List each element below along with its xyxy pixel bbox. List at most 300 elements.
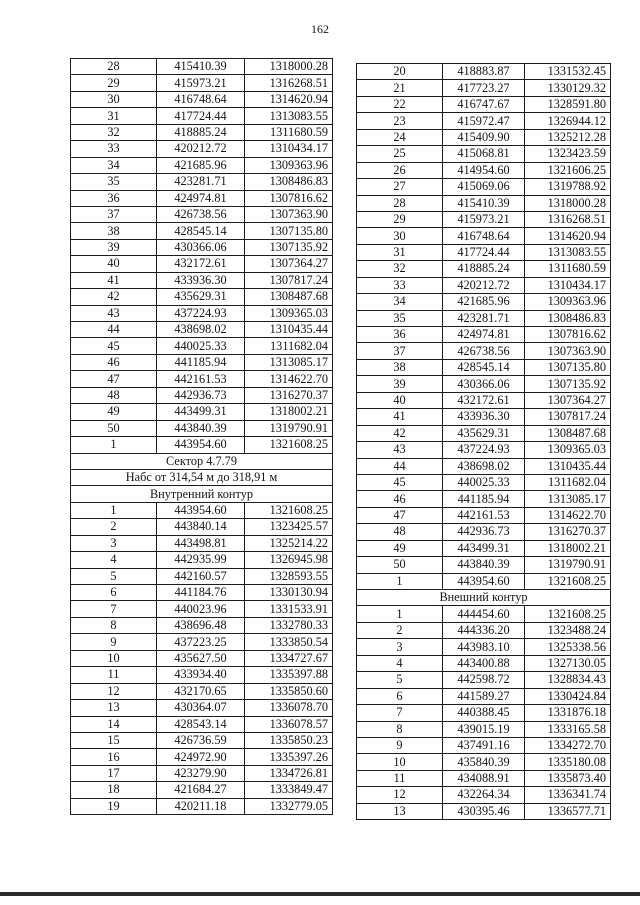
x-coordinate: 424972.90 — [157, 749, 245, 765]
x-coordinate: 443840.39 — [157, 420, 245, 436]
contour-label-row — [71, 486, 333, 502]
point-number: 21 — [357, 80, 443, 96]
x-coordinate: 421684.27 — [157, 782, 245, 798]
y-coordinate: 1311682.04 — [525, 474, 611, 490]
y-coordinate: 1331876.18 — [525, 705, 611, 721]
table-row — [71, 782, 333, 798]
x-coordinate: 430364.07 — [157, 700, 245, 716]
y-coordinate: 1321608.25 — [245, 502, 333, 518]
sector-subtitle-row — [71, 469, 333, 485]
table-row — [357, 622, 611, 638]
table-row — [357, 195, 611, 211]
y-coordinate: 1307364.27 — [245, 256, 333, 272]
point-number: 24 — [357, 129, 443, 145]
y-coordinate: 1331533.91 — [245, 601, 333, 617]
point-number: 30 — [357, 228, 443, 244]
point-number: 46 — [71, 354, 157, 370]
table-row — [357, 146, 611, 162]
table-row — [357, 359, 611, 375]
y-coordinate: 1330130.94 — [245, 585, 333, 601]
y-coordinate: 1308486.83 — [525, 310, 611, 326]
x-coordinate: 430366.06 — [443, 376, 525, 392]
x-coordinate: 418883.87 — [443, 64, 525, 80]
point-number: 5 — [357, 672, 443, 688]
point-number: 29 — [357, 211, 443, 227]
y-coordinate: 1307135.92 — [245, 239, 333, 255]
y-coordinate: 1308486.83 — [245, 174, 333, 190]
y-coordinate: 1313083.55 — [245, 108, 333, 124]
table-row — [357, 129, 611, 145]
x-coordinate: 442161.53 — [443, 507, 525, 523]
point-number: 36 — [71, 190, 157, 206]
point-number: 37 — [71, 206, 157, 222]
point-number: 1 — [71, 502, 157, 518]
x-coordinate: 421685.96 — [443, 294, 525, 310]
point-number: 47 — [357, 507, 443, 523]
x-coordinate: 441589.27 — [443, 688, 525, 704]
x-coordinate: 428545.14 — [157, 223, 245, 239]
table-row — [357, 672, 611, 688]
table-row — [71, 568, 333, 584]
x-coordinate: 440025.33 — [443, 474, 525, 490]
x-coordinate: 417724.44 — [157, 108, 245, 124]
table-row — [71, 206, 333, 222]
y-coordinate: 1316268.51 — [245, 75, 333, 91]
y-coordinate: 1330129.32 — [525, 80, 611, 96]
y-coordinate: 1307817.24 — [245, 272, 333, 288]
point-number: 31 — [71, 108, 157, 124]
y-coordinate: 1336078.70 — [245, 700, 333, 716]
point-number: 4 — [71, 552, 157, 568]
y-coordinate: 1335850.60 — [245, 683, 333, 699]
y-coordinate: 1318000.28 — [245, 59, 333, 75]
y-coordinate: 1313083.55 — [525, 244, 611, 260]
table-row — [71, 585, 333, 601]
right-coordinates-table — [356, 63, 611, 820]
y-coordinate: 1310435.44 — [525, 458, 611, 474]
x-coordinate: 440025.33 — [157, 338, 245, 354]
x-coordinate: 434088.91 — [443, 770, 525, 786]
table-row — [357, 179, 611, 195]
y-coordinate: 1335397.88 — [245, 667, 333, 683]
sector-subtitle: Набс от 314,54 м до 318,91 м — [71, 469, 333, 485]
table-row — [71, 322, 333, 338]
point-number: 3 — [71, 535, 157, 551]
point-number: 10 — [71, 650, 157, 666]
table-row — [357, 211, 611, 227]
x-coordinate: 444454.60 — [443, 606, 525, 622]
point-number: 50 — [357, 557, 443, 573]
x-coordinate: 423281.71 — [157, 174, 245, 190]
table-row — [357, 557, 611, 573]
bottom-scan-edge — [0, 892, 640, 896]
sector-title: Сектор 4.7.79 — [71, 453, 333, 469]
contour-label-row — [357, 590, 611, 606]
x-coordinate: 428545.14 — [443, 359, 525, 375]
y-coordinate: 1326945.98 — [245, 552, 333, 568]
point-number: 38 — [71, 223, 157, 239]
point-number: 49 — [357, 540, 443, 556]
point-number: 5 — [71, 568, 157, 584]
table-row — [71, 798, 333, 814]
y-coordinate: 1311682.04 — [245, 338, 333, 354]
point-number: 23 — [357, 113, 443, 129]
x-coordinate: 432264.34 — [443, 787, 525, 803]
y-coordinate: 1323425.57 — [245, 519, 333, 535]
x-coordinate: 439015.19 — [443, 721, 525, 737]
y-coordinate: 1334272.70 — [525, 737, 611, 753]
x-coordinate: 435840.39 — [443, 754, 525, 770]
point-number: 17 — [71, 765, 157, 781]
y-coordinate: 1335873.40 — [525, 770, 611, 786]
x-coordinate: 443498.81 — [157, 535, 245, 551]
page-number: 162 — [311, 22, 329, 36]
x-coordinate: 437491.16 — [443, 737, 525, 753]
point-number: 34 — [357, 294, 443, 310]
table-row — [357, 392, 611, 408]
x-coordinate: 440023.96 — [157, 601, 245, 617]
x-coordinate: 426736.59 — [157, 732, 245, 748]
x-coordinate: 420212.72 — [157, 141, 245, 157]
y-coordinate: 1331532.45 — [525, 64, 611, 80]
point-number: 32 — [357, 261, 443, 277]
table-row — [357, 803, 611, 819]
table-row — [71, 749, 333, 765]
y-coordinate: 1323423.59 — [525, 146, 611, 162]
x-coordinate: 430395.46 — [443, 803, 525, 819]
table-row — [71, 108, 333, 124]
y-coordinate: 1323488.24 — [525, 622, 611, 638]
y-coordinate: 1318002.21 — [525, 540, 611, 556]
table-row — [357, 573, 611, 589]
y-coordinate: 1321608.25 — [525, 606, 611, 622]
x-coordinate: 438696.48 — [157, 617, 245, 633]
point-number: 3 — [357, 639, 443, 655]
y-coordinate: 1319788.92 — [525, 179, 611, 195]
table-row — [71, 732, 333, 748]
point-number: 1 — [357, 606, 443, 622]
point-number: 46 — [357, 491, 443, 507]
y-coordinate: 1325212.28 — [525, 129, 611, 145]
table-row — [357, 228, 611, 244]
y-coordinate: 1310435.44 — [245, 322, 333, 338]
y-coordinate: 1314622.70 — [525, 507, 611, 523]
table-row — [357, 540, 611, 556]
x-coordinate: 441185.94 — [157, 354, 245, 370]
y-coordinate: 1328591.80 — [525, 96, 611, 112]
contour-label: Внешний контур — [357, 590, 611, 606]
y-coordinate: 1328834.43 — [525, 672, 611, 688]
y-coordinate: 1307817.24 — [525, 409, 611, 425]
point-number: 39 — [357, 376, 443, 392]
x-coordinate: 444336.20 — [443, 622, 525, 638]
point-number: 35 — [357, 310, 443, 326]
x-coordinate: 423281.71 — [443, 310, 525, 326]
y-coordinate: 1311680.59 — [525, 261, 611, 277]
y-coordinate: 1313085.17 — [525, 491, 611, 507]
y-coordinate: 1308487.68 — [525, 425, 611, 441]
y-coordinate: 1336078.57 — [245, 716, 333, 732]
point-number: 19 — [71, 798, 157, 814]
x-coordinate: 443954.60 — [157, 437, 245, 453]
table-row — [357, 113, 611, 129]
y-coordinate: 1310434.17 — [525, 277, 611, 293]
table-row — [71, 190, 333, 206]
table-row — [71, 420, 333, 436]
table-row — [71, 667, 333, 683]
table-row — [71, 124, 333, 140]
point-number: 26 — [357, 162, 443, 178]
y-coordinate: 1318000.28 — [525, 195, 611, 211]
table-row — [357, 688, 611, 704]
y-coordinate: 1316270.37 — [525, 524, 611, 540]
x-coordinate: 443840.14 — [157, 519, 245, 535]
x-coordinate: 414954.60 — [443, 162, 525, 178]
y-coordinate: 1310434.17 — [245, 141, 333, 157]
x-coordinate: 415410.39 — [157, 59, 245, 75]
x-coordinate: 433936.30 — [443, 409, 525, 425]
y-coordinate: 1330424.84 — [525, 688, 611, 704]
table-row — [71, 305, 333, 321]
y-coordinate: 1309365.03 — [525, 442, 611, 458]
left-coordinates-table — [70, 58, 333, 815]
point-number: 38 — [357, 359, 443, 375]
x-coordinate: 415973.21 — [443, 211, 525, 227]
table-row — [357, 639, 611, 655]
y-coordinate: 1335850.23 — [245, 732, 333, 748]
table-row — [71, 404, 333, 420]
point-number: 7 — [71, 601, 157, 617]
y-coordinate: 1333850.54 — [245, 634, 333, 650]
x-coordinate: 443983.10 — [443, 639, 525, 655]
x-coordinate: 417724.44 — [443, 244, 525, 260]
table-row — [71, 387, 333, 403]
point-number: 4 — [357, 655, 443, 671]
y-coordinate: 1321608.25 — [245, 437, 333, 453]
table-row — [357, 705, 611, 721]
x-coordinate: 443954.60 — [443, 573, 525, 589]
y-coordinate: 1309363.96 — [525, 294, 611, 310]
table-row — [71, 239, 333, 255]
y-coordinate: 1316270.37 — [245, 387, 333, 403]
point-number: 22 — [357, 96, 443, 112]
point-number: 39 — [71, 239, 157, 255]
point-number: 8 — [357, 721, 443, 737]
point-number: 14 — [71, 716, 157, 732]
y-coordinate: 1336341.74 — [525, 787, 611, 803]
point-number: 29 — [71, 75, 157, 91]
point-number: 28 — [71, 59, 157, 75]
point-number: 30 — [71, 91, 157, 107]
x-coordinate: 423279.90 — [157, 765, 245, 781]
x-coordinate: 415972.47 — [443, 113, 525, 129]
y-coordinate: 1307363.90 — [245, 206, 333, 222]
point-number: 44 — [357, 458, 443, 474]
table-row — [357, 737, 611, 753]
x-coordinate: 442936.73 — [157, 387, 245, 403]
table-row — [357, 310, 611, 326]
table-row — [71, 700, 333, 716]
x-coordinate: 430366.06 — [157, 239, 245, 255]
table-row — [71, 223, 333, 239]
point-number: 49 — [71, 404, 157, 420]
x-coordinate: 433934.40 — [157, 667, 245, 683]
x-coordinate: 435629.31 — [157, 289, 245, 305]
y-coordinate: 1314620.94 — [245, 91, 333, 107]
point-number: 34 — [71, 157, 157, 173]
table-row — [357, 80, 611, 96]
table-row — [71, 716, 333, 732]
point-number: 43 — [71, 305, 157, 321]
x-coordinate: 415068.81 — [443, 146, 525, 162]
point-number: 16 — [71, 749, 157, 765]
x-coordinate: 435629.31 — [443, 425, 525, 441]
y-coordinate: 1334727.67 — [245, 650, 333, 666]
point-number: 42 — [357, 425, 443, 441]
x-coordinate: 440388.45 — [443, 705, 525, 721]
y-coordinate: 1334726.81 — [245, 765, 333, 781]
point-number: 12 — [71, 683, 157, 699]
point-number: 43 — [357, 442, 443, 458]
y-coordinate: 1327130.05 — [525, 655, 611, 671]
y-coordinate: 1307135.92 — [525, 376, 611, 392]
point-number: 33 — [357, 277, 443, 293]
y-coordinate: 1335397.26 — [245, 749, 333, 765]
table-row — [71, 634, 333, 650]
table-row — [357, 96, 611, 112]
point-number: 1 — [357, 573, 443, 589]
x-coordinate: 437223.25 — [157, 634, 245, 650]
x-coordinate: 418885.24 — [443, 261, 525, 277]
y-coordinate: 1336577.71 — [525, 803, 611, 819]
table-row — [357, 655, 611, 671]
point-number: 48 — [71, 387, 157, 403]
point-number: 13 — [71, 700, 157, 716]
point-number: 6 — [71, 585, 157, 601]
x-coordinate: 442161.53 — [157, 371, 245, 387]
y-coordinate: 1333849.47 — [245, 782, 333, 798]
point-number: 47 — [71, 371, 157, 387]
y-coordinate: 1314622.70 — [245, 371, 333, 387]
y-coordinate: 1307363.90 — [525, 343, 611, 359]
y-coordinate: 1319790.91 — [525, 557, 611, 573]
point-number: 1 — [71, 437, 157, 453]
table-row — [71, 437, 333, 453]
table-row — [71, 289, 333, 305]
point-number: 2 — [357, 622, 443, 638]
point-number: 8 — [71, 617, 157, 633]
point-number: 6 — [357, 688, 443, 704]
table-row — [357, 491, 611, 507]
point-number: 40 — [71, 256, 157, 272]
point-number: 42 — [71, 289, 157, 305]
point-number: 2 — [71, 519, 157, 535]
table-row — [357, 442, 611, 458]
table-row — [71, 765, 333, 781]
point-number: 41 — [71, 272, 157, 288]
y-coordinate: 1309365.03 — [245, 305, 333, 321]
table-row — [71, 59, 333, 75]
table-row — [357, 507, 611, 523]
x-coordinate: 443499.31 — [443, 540, 525, 556]
x-coordinate: 443499.31 — [157, 404, 245, 420]
table-row — [357, 327, 611, 343]
table-row — [71, 338, 333, 354]
x-coordinate: 421685.96 — [157, 157, 245, 173]
point-number: 15 — [71, 732, 157, 748]
table-row — [71, 519, 333, 535]
contour-label: Внутренний контур — [71, 486, 333, 502]
table-row — [71, 552, 333, 568]
x-coordinate: 420211.18 — [157, 798, 245, 814]
x-coordinate: 437224.93 — [443, 442, 525, 458]
y-coordinate: 1332780.33 — [245, 617, 333, 633]
y-coordinate: 1326944.12 — [525, 113, 611, 129]
y-coordinate: 1313085.17 — [245, 354, 333, 370]
x-coordinate: 418885.24 — [157, 124, 245, 140]
y-coordinate: 1307135.80 — [245, 223, 333, 239]
y-coordinate: 1307135.80 — [525, 359, 611, 375]
x-coordinate: 417723.27 — [443, 80, 525, 96]
y-coordinate: 1332779.05 — [245, 798, 333, 814]
table-row — [357, 787, 611, 803]
table-row — [71, 75, 333, 91]
point-number: 45 — [357, 474, 443, 490]
x-coordinate: 442598.72 — [443, 672, 525, 688]
table-row — [357, 162, 611, 178]
table-row — [71, 354, 333, 370]
table-row — [357, 294, 611, 310]
table-row — [357, 376, 611, 392]
sector-title-row — [71, 453, 333, 469]
y-coordinate: 1316268.51 — [525, 211, 611, 227]
x-coordinate: 443400.88 — [443, 655, 525, 671]
y-coordinate: 1309363.96 — [245, 157, 333, 173]
x-coordinate: 416748.64 — [443, 228, 525, 244]
table-row — [357, 409, 611, 425]
y-coordinate: 1321606.25 — [525, 162, 611, 178]
point-number: 9 — [357, 737, 443, 753]
y-coordinate: 1328593.55 — [245, 568, 333, 584]
x-coordinate: 424974.81 — [443, 327, 525, 343]
point-number: 27 — [357, 179, 443, 195]
x-coordinate: 426738.56 — [157, 206, 245, 222]
table-row — [71, 601, 333, 617]
x-coordinate: 441185.94 — [443, 491, 525, 507]
table-row — [71, 141, 333, 157]
table-row — [71, 371, 333, 387]
y-coordinate: 1335180.08 — [525, 754, 611, 770]
table-row — [71, 256, 333, 272]
x-coordinate: 438698.02 — [157, 322, 245, 338]
y-coordinate: 1311680.59 — [245, 124, 333, 140]
table-row — [71, 650, 333, 666]
point-number: 31 — [357, 244, 443, 260]
x-coordinate: 435627.50 — [157, 650, 245, 666]
x-coordinate: 432172.61 — [157, 256, 245, 272]
y-coordinate: 1318002.21 — [245, 404, 333, 420]
point-number: 10 — [357, 754, 443, 770]
y-coordinate: 1321608.25 — [525, 573, 611, 589]
point-number: 12 — [357, 787, 443, 803]
x-coordinate: 441184.76 — [157, 585, 245, 601]
x-coordinate: 416747.67 — [443, 96, 525, 112]
table-row — [357, 474, 611, 490]
x-coordinate: 415069.06 — [443, 179, 525, 195]
point-number: 13 — [357, 803, 443, 819]
x-coordinate: 438698.02 — [443, 458, 525, 474]
table-row — [357, 277, 611, 293]
